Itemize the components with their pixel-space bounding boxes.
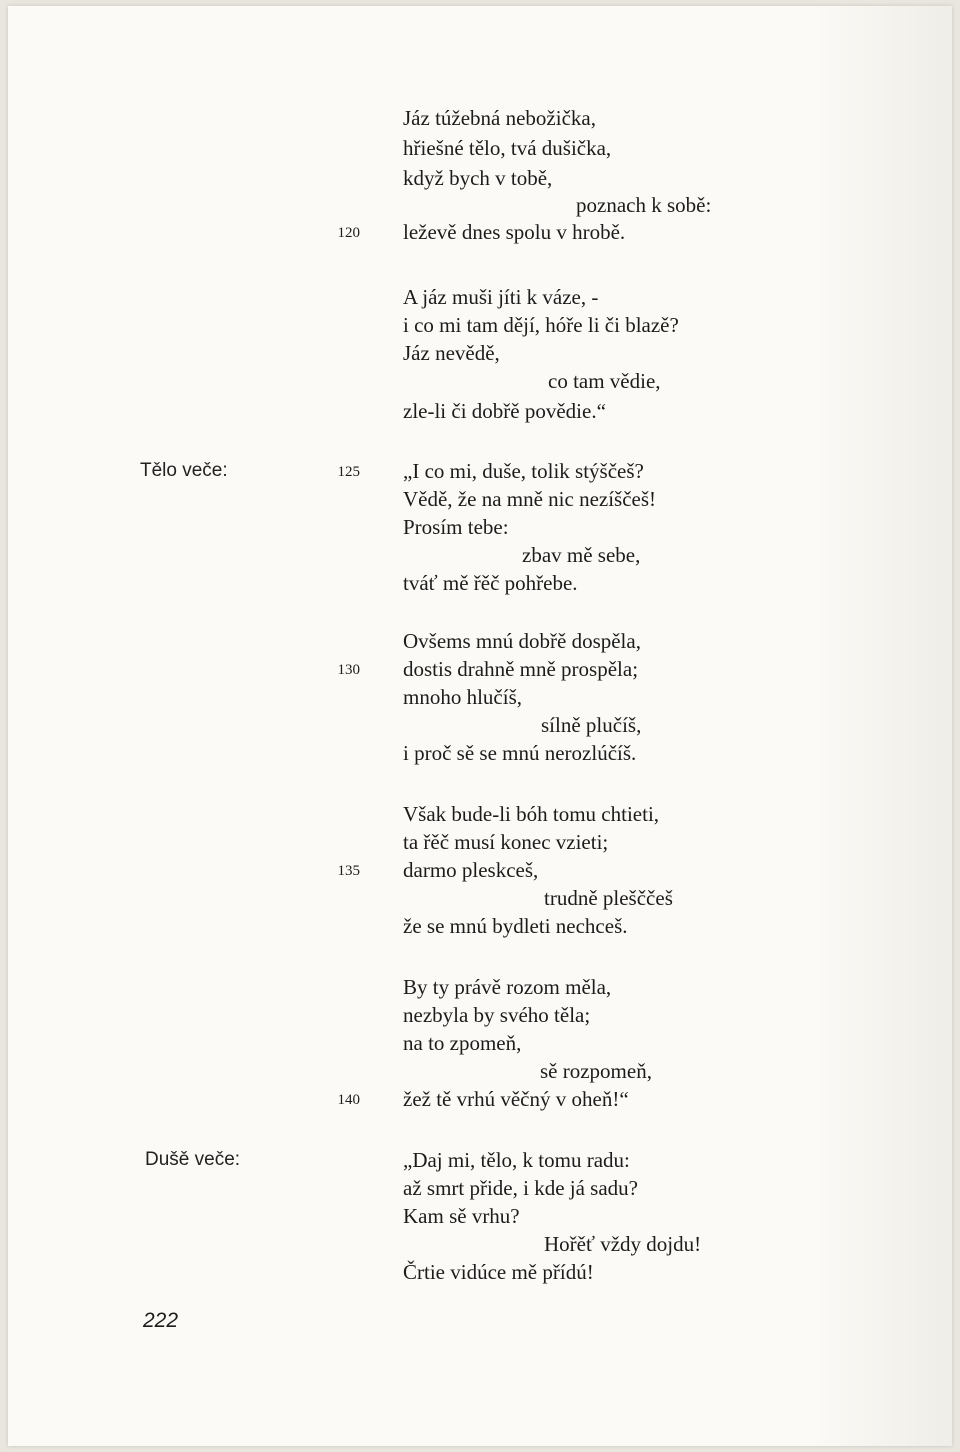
verse-line: když bych v tobě, (403, 166, 553, 190)
verse-line: že se mnú bydleti nechceš. (403, 914, 628, 938)
verse-line: zle-li či dobřě povědie.“ (403, 399, 606, 423)
verse-line: Črtie vidúce mě přídú! (403, 1260, 594, 1284)
verse-line: By ty právě rozom měla, (403, 975, 612, 999)
verse-line: Prosím tebe: (403, 515, 509, 539)
bleed-through-shadow (812, 6, 952, 1446)
line-number: 125 (337, 464, 360, 480)
verse-line: sílně plučíš, (541, 713, 642, 737)
verse-line: Ovšems mnú dobřě dospěla, (403, 629, 641, 653)
verse-line: leževě dnes spolu v hrobě. (403, 220, 626, 244)
verse-line: zbav mě sebe, (522, 543, 641, 567)
line-number: 120 (337, 225, 360, 241)
verse-line: nezbyla by svého těla; (403, 1003, 591, 1027)
verse-line: Vědě, že na mně nic nezíščeš! (403, 487, 657, 511)
verse-line: až smrt přide, i kde já sadu? (403, 1176, 638, 1200)
verse-line: na to zpomeň, (403, 1031, 522, 1055)
verse-line: i co mi tam dějí, hóře li či blazě? (403, 313, 679, 337)
verse-line: Kam sě vrhu? (403, 1204, 520, 1228)
verse-line: Však bude-li bóh tomu chtieti, (403, 802, 660, 826)
verse-line: A jáz muši jíti k váze, - (403, 285, 599, 309)
verse-line: žež tě vrhú věčný v oheň!“ (403, 1087, 629, 1111)
line-number: 140 (337, 1092, 360, 1108)
verse-line: dostis drahně mně prospěla; (403, 657, 639, 681)
speaker-label: Tělo veče: (140, 460, 228, 481)
line-number: 130 (337, 662, 360, 678)
verse-line: „I co mi, duše, tolik stýščeš? (403, 459, 644, 483)
verse-line: poznach k sobě: (576, 193, 712, 217)
verse-line: co tam vědie, (548, 369, 661, 393)
verse-line: mnoho hlučíš, (403, 685, 522, 709)
verse-line: „Daj mi, tělo, k tomu radu: (403, 1148, 630, 1172)
verse-line: hřiešné tělo, tvá dušička, (403, 136, 612, 160)
verse-line: tváť mě řěč pohřebe. (403, 571, 578, 595)
verse-line: sě rozpomeň, (540, 1059, 652, 1083)
line-number: 135 (337, 863, 360, 879)
verse-line: Hořěť vždy dojdu! (544, 1232, 702, 1256)
verse-line: i proč sě se mnú nerozlúčíš. (403, 741, 637, 765)
speaker-label: Dušě veče: (145, 1149, 241, 1170)
verse-line: Jáz túžebná nebožička, (403, 106, 596, 130)
page-number: 222 (143, 1309, 179, 1332)
verse-line: ta řěč musí konec vzieti; (403, 830, 609, 854)
book-page (8, 6, 952, 1446)
verse-line: darmo pleskceš, (403, 858, 539, 882)
verse-line: trudně plešččeš (544, 886, 673, 910)
verse-line: Jáz nevědě, (403, 341, 500, 365)
